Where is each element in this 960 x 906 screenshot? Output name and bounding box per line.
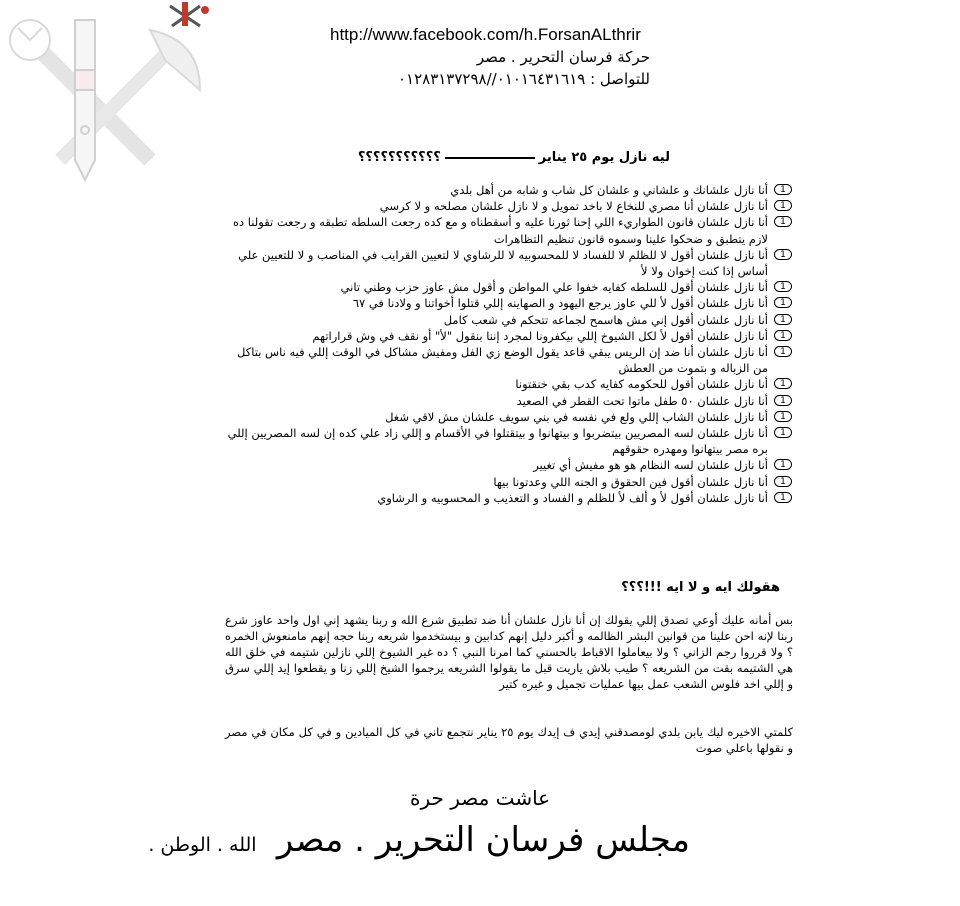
bullet-number-icon: 1 — [774, 249, 792, 260]
bullet-number-icon: 1 — [774, 427, 792, 438]
bullet-number-icon: 1 — [774, 459, 792, 470]
page-title — [358, 150, 670, 165]
bullet-number-icon: 1 — [774, 216, 792, 227]
paragraph-final-word: كلمتي الاخيره ليك يابن بلدي لومصدقني إيدي ف إيدك يوم ٢٥ يناير نتجمع تاني في كل الميادين و في كل مكان في مصر و نقولها باعلي صوت — [225, 725, 793, 755]
reason-item — [220, 474, 792, 490]
reason-text: أنا نازل علشان أقول للحكومه كفايه كدب بقي خنقتونا — [515, 377, 768, 392]
reason-item — [220, 425, 792, 457]
org-name: حركة فرسان التحرير . مصر — [476, 48, 650, 66]
section-heading: هقولك ايه و لا ايه !!!؟؟؟ — [621, 580, 780, 595]
reason-item — [220, 214, 792, 246]
bullet-number-icon: 1 — [774, 378, 792, 389]
forsan-logo — [0, 0, 230, 190]
bullet-number-icon: 1 — [774, 297, 792, 308]
reason-text: أنا نازل علشان أقول فين الحقوق و الجنه اللي وعدتونا بيها — [493, 474, 768, 489]
bullet-number-icon: 1 — [774, 346, 792, 357]
title-underline — [445, 157, 535, 159]
reason-text: أنا نازل علشان أقول لأ و ألف لأ للظلم و الفساد و التعذيب و المحسوبيه و الرشاوي — [377, 490, 768, 505]
reasons-list — [220, 182, 792, 506]
reason-text: أنا نازل علشان أقول للسلطه كفايه خفوا علي المواطن و أقول مش عاوز حزب وطني تاني — [340, 280, 768, 295]
bullet-number-icon: 1 — [774, 184, 792, 195]
reason-item — [220, 182, 792, 198]
slogan: عاشت مصر حرة — [410, 786, 551, 810]
reason-text: أنا نازل علشان الشاب إللي ولع في نفسه في بني سويف علشان مش لاقي شغل — [385, 409, 768, 424]
reason-text: أنا نازل علشان لسه المصريين بيتضربوا و بيتهانوا و بيتقتلوا في الأقسام و إللي زاد علي كده إن لسه المصريين إللي بره مصر بيتهانوا ومهدره حقوقهم — [227, 426, 768, 457]
reason-item — [220, 393, 792, 409]
signature — [70, 820, 690, 860]
reason-item — [220, 198, 792, 214]
bullet-number-icon: 1 — [774, 281, 792, 292]
reason-text: أنا نازل علشان أقول إني مش هاسمح لجماعه تتحكم في شعب كامل — [443, 312, 768, 327]
reason-text: أنا نازل علشان أقول لا للظلم لا للفساد لا للمحسوبيه لا للرشاوي لا لتعيين القرايب في المناصب و لا للتعيين علي أساس إذا كنت إخوان ولا لأ — [238, 247, 768, 279]
reason-text: أنا نازل علشان أنا مصري للنخاع لا باخد تمويل و لا نازل علشان مصلحه و لا كرسي — [379, 199, 768, 214]
reason-item — [220, 247, 792, 279]
reason-text: أنا نازل علشان قانون الطواريء اللي إحنا ثورنا عليه و أسقطناه و مع كده رجعت السلطه تطبقه و رجعت تقولنا ده لازم يتطبق و ضحكوا علينا وسموه قانون تنظيم التظاهرات — [233, 215, 768, 246]
bullet-number-icon: 1 — [774, 395, 792, 406]
bullet-number-icon: 1 — [774, 200, 792, 211]
bullet-number-icon: 1 — [774, 330, 792, 341]
title-text: ليه نازل يوم ٢٥ يناير — [538, 150, 670, 165]
reason-item — [220, 279, 792, 295]
bullet-number-icon: 1 — [774, 476, 792, 487]
reason-item — [220, 344, 792, 376]
reason-text: أنا نازل علشانك و علشاني و علشان كل شاب و شابه من أهل بلدي — [450, 183, 768, 197]
reason-text: أنا نازل علشان أنا ضد إن الريس يبقي قاعد يقول الوضع زي الفل ومفيش مشاكل في الوقت إللي فيه ناس بتاكل من الزباله و بتموت من العطش — [237, 345, 768, 376]
bullet-number-icon: 1 — [774, 411, 792, 422]
reason-item — [220, 376, 792, 392]
paragraph-shariah: بس أمانه عليك أوعي تصدق إللي يقولك إن أنا نازل علشان أنا ضد تطبيق شرع الله و ربنا يشهد إني اول واحد عاوز شرع ربنا لإنه احن علينا من قوانين البشر الظالمه و أكبر دليل إنهم كدابين و بيستخدموا شريعه ربنا حجه إنهم مامنعوش الخمره ؟ ولا قرروا رجم الزاني ؟ ولا بيعاملوا الاقباط بالحسني كما امرنا النبي ؟ ده غير الشيوخ إللي نازلين شتيمه في خلق الله هي الشتيمه بقت من الشريعه ؟ طيب بلاش ياريت قبل ما يقولوا الشريعه يرجموا الشيخ إللي زنا و يقطعوا إيد إللي سرق و إللي اخد فلوس الشعب عمل بيها عمليات تجميل و غيره كتير — [225, 613, 793, 691]
reason-item — [220, 312, 792, 328]
title-marks: ؟؟؟؟؟؟؟؟؟؟؟ — [357, 150, 441, 165]
reason-text: أنا نازل علشان لسه النظام هو هو مفيش أي تغيير — [533, 458, 768, 473]
small-logo-icon — [170, 2, 209, 26]
reason-item — [220, 457, 792, 473]
signature-tail: الله . الوطن . — [148, 834, 257, 856]
reason-text: أنا نازل علشان ٥٠ طفل ماتوا تحت القطر في الصعيد — [516, 393, 768, 408]
reason-item — [220, 328, 792, 344]
contact-info: للتواصل : ٠١٠١٦٤٣١٦١٩//٠١٢٨٣١٣٧٢٩٨ — [397, 70, 650, 88]
bullet-number-icon: 1 — [774, 314, 792, 325]
reason-text: أنا نازل علشان أقول لأ للي عاوز يرجع اليهود و الصهاينه إللي قتلوا أخواتنا و ولادنا في ٦٧ — [352, 296, 768, 311]
reason-item — [220, 295, 792, 311]
reason-item — [220, 409, 792, 425]
reason-item — [220, 490, 792, 506]
facebook-link[interactable]: http://www.facebook.com/h.ForsanALthrir — [330, 25, 641, 44]
bullet-number-icon: 1 — [774, 492, 792, 503]
signature-org: مجلس فرسان التحرير . مصر — [276, 820, 690, 860]
header — [330, 24, 710, 90]
reason-text: أنا نازل علشان أقول لأ لكل الشيوخ إللي بيكفرونا لمجرد إننا بنقول "لأ" أو نقف في وش قراراتهم — [312, 328, 768, 343]
